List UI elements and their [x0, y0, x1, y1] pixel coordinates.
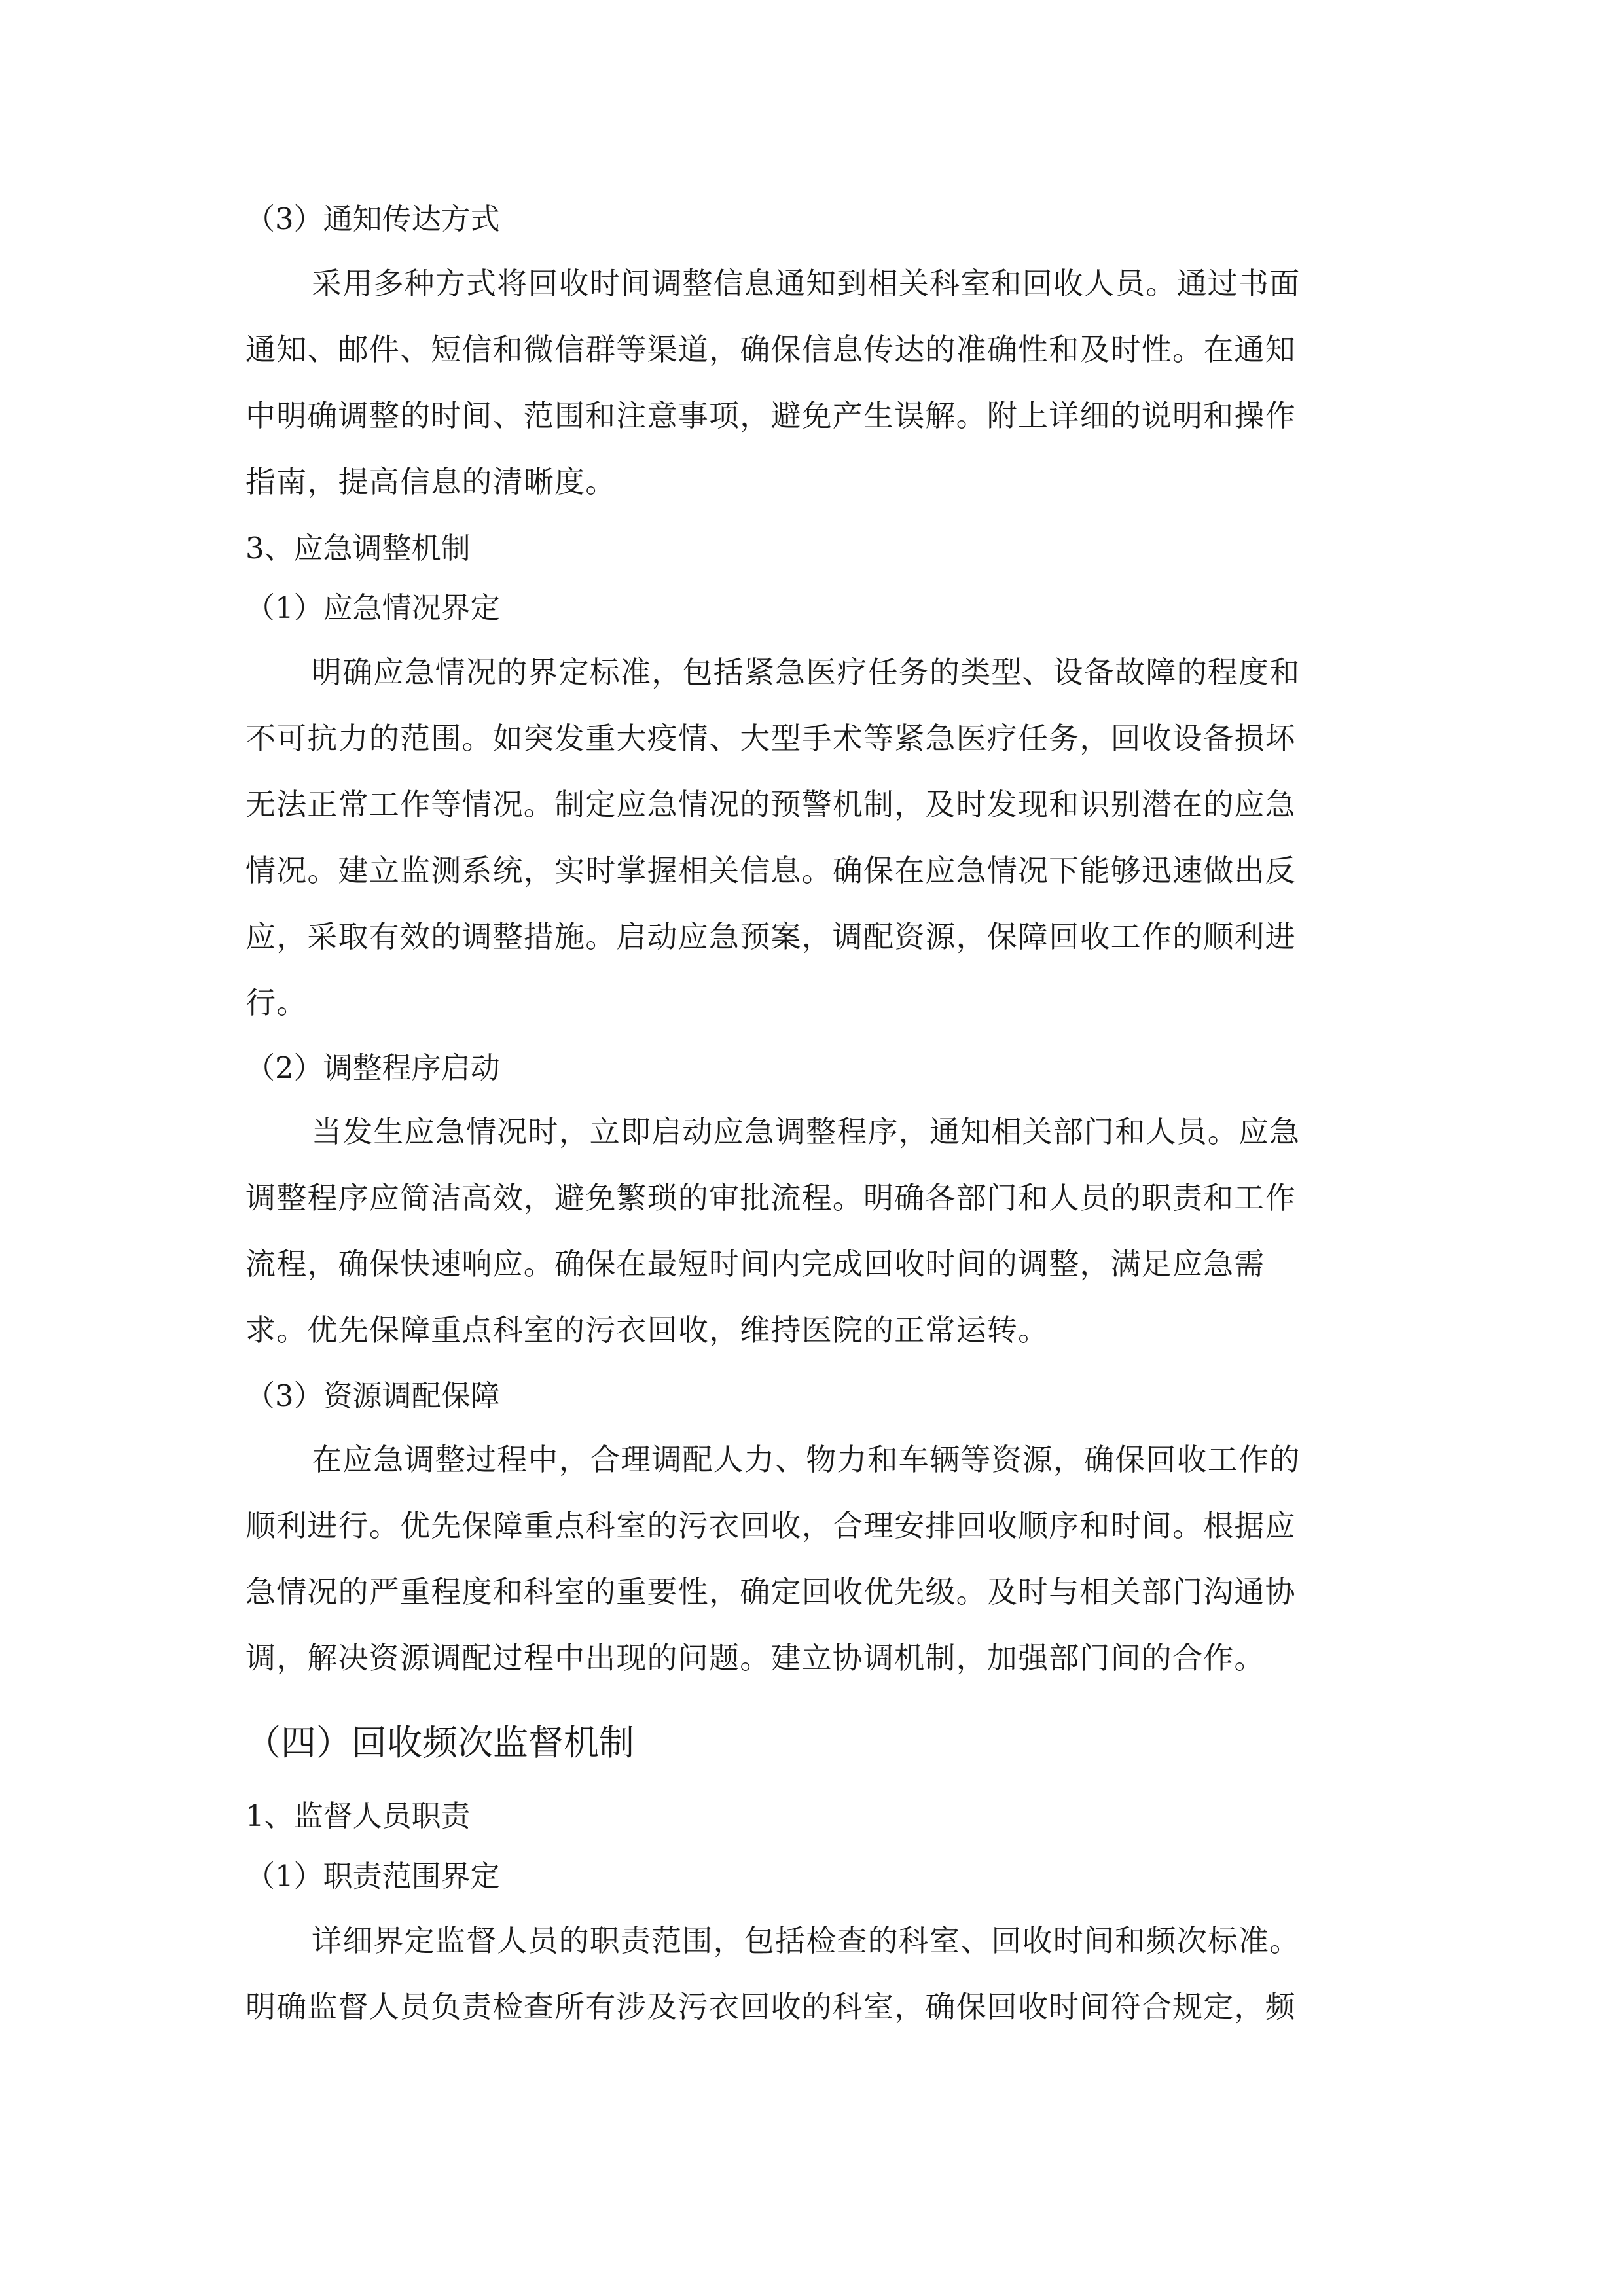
paragraph-line: 指南，提高信息的清晰度。 — [245, 464, 617, 499]
paragraph-line: 详细界定监督人员的职责范围，包括检查的科室、回收时间和频次标准。 — [312, 1923, 1301, 1958]
subsection-title: （1）应急情况界定 — [245, 590, 500, 625]
subsection-title: （3）资源调配保障 — [245, 1378, 500, 1413]
paragraph-line: 急情况的严重程度和科室的重要性，确定回收优先级。及时与相关部门沟通协 — [245, 1574, 1296, 1609]
section-heading: 1、监督人员职责 — [245, 1799, 471, 1833]
subsection-title: （1）职责范围界定 — [245, 1859, 500, 1893]
paragraph-line: 流程，确保快速响应。确保在最短时间内完成回收时间的调整，满足应急需 — [245, 1246, 1265, 1282]
paragraph-line: 应，采取有效的调整措施。启动应急预案，调配资源，保障回收工作的顺利进 — [245, 919, 1296, 954]
paragraph-line: 调整程序应简洁高效，避免繁琐的审批流程。明确各部门和人员的职责和工作 — [245, 1180, 1296, 1215]
paragraph-line: 在应急调整过程中，合理调配人力、物力和车辆等资源，确保回收工作的 — [312, 1442, 1301, 1477]
paragraph-line: 明确监督人员负责检查所有涉及污衣回收的科室，确保回收时间符合规定，频 — [245, 1989, 1296, 2024]
paragraph-line: 求。优先保障重点科室的污衣回收，维持医院的正常运转。 — [245, 1312, 1049, 1348]
paragraph-line: 无法正常工作等情况。制定应急情况的预警机制，及时发现和识别潜在的应急 — [245, 787, 1296, 822]
paragraph-line: 调，解决资源调配过程中出现的问题。建立协调机制，加强部门间的合作。 — [245, 1640, 1265, 1676]
paragraph-line: 明确应急情况的界定标准，包括紧急医疗任务的类型、设备故障的程度和 — [312, 655, 1301, 690]
subsection-title: （3）通知传达方式 — [245, 202, 500, 236]
subsection-title: （2）调整程序启动 — [245, 1050, 500, 1085]
section-heading: 3、应急调整机制 — [245, 531, 471, 565]
paragraph-line: 中明确调整的时间、范围和注意事项，避免产生误解。附上详细的说明和操作 — [245, 398, 1296, 433]
paragraph-line: 通知、邮件、短信和微信群等渠道，确保信息传达的准确性和及时性。在通知 — [245, 332, 1296, 367]
chapter-heading: （四）回收频次监督机制 — [245, 1722, 634, 1763]
paragraph-line: 行。 — [245, 985, 308, 1020]
paragraph-line: 顺利进行。优先保障重点科室的污衣回收，合理安排回收顺序和时间。根据应 — [245, 1508, 1296, 1543]
paragraph-line: 情况。建立监测系统，实时掌握相关信息。确保在应急情况下能够迅速做出反 — [245, 853, 1296, 888]
paragraph-line: 当发生应急情况时，立即启动应急调整程序，通知相关部门和人员。应急 — [312, 1114, 1301, 1149]
paragraph-line: 采用多种方式将回收时间调整信息通知到相关科室和回收人员。通过书面 — [312, 266, 1301, 301]
paragraph-line: 不可抗力的范围。如突发重大疫情、大型手术等紧急医疗任务，回收设备损坏 — [245, 721, 1296, 756]
